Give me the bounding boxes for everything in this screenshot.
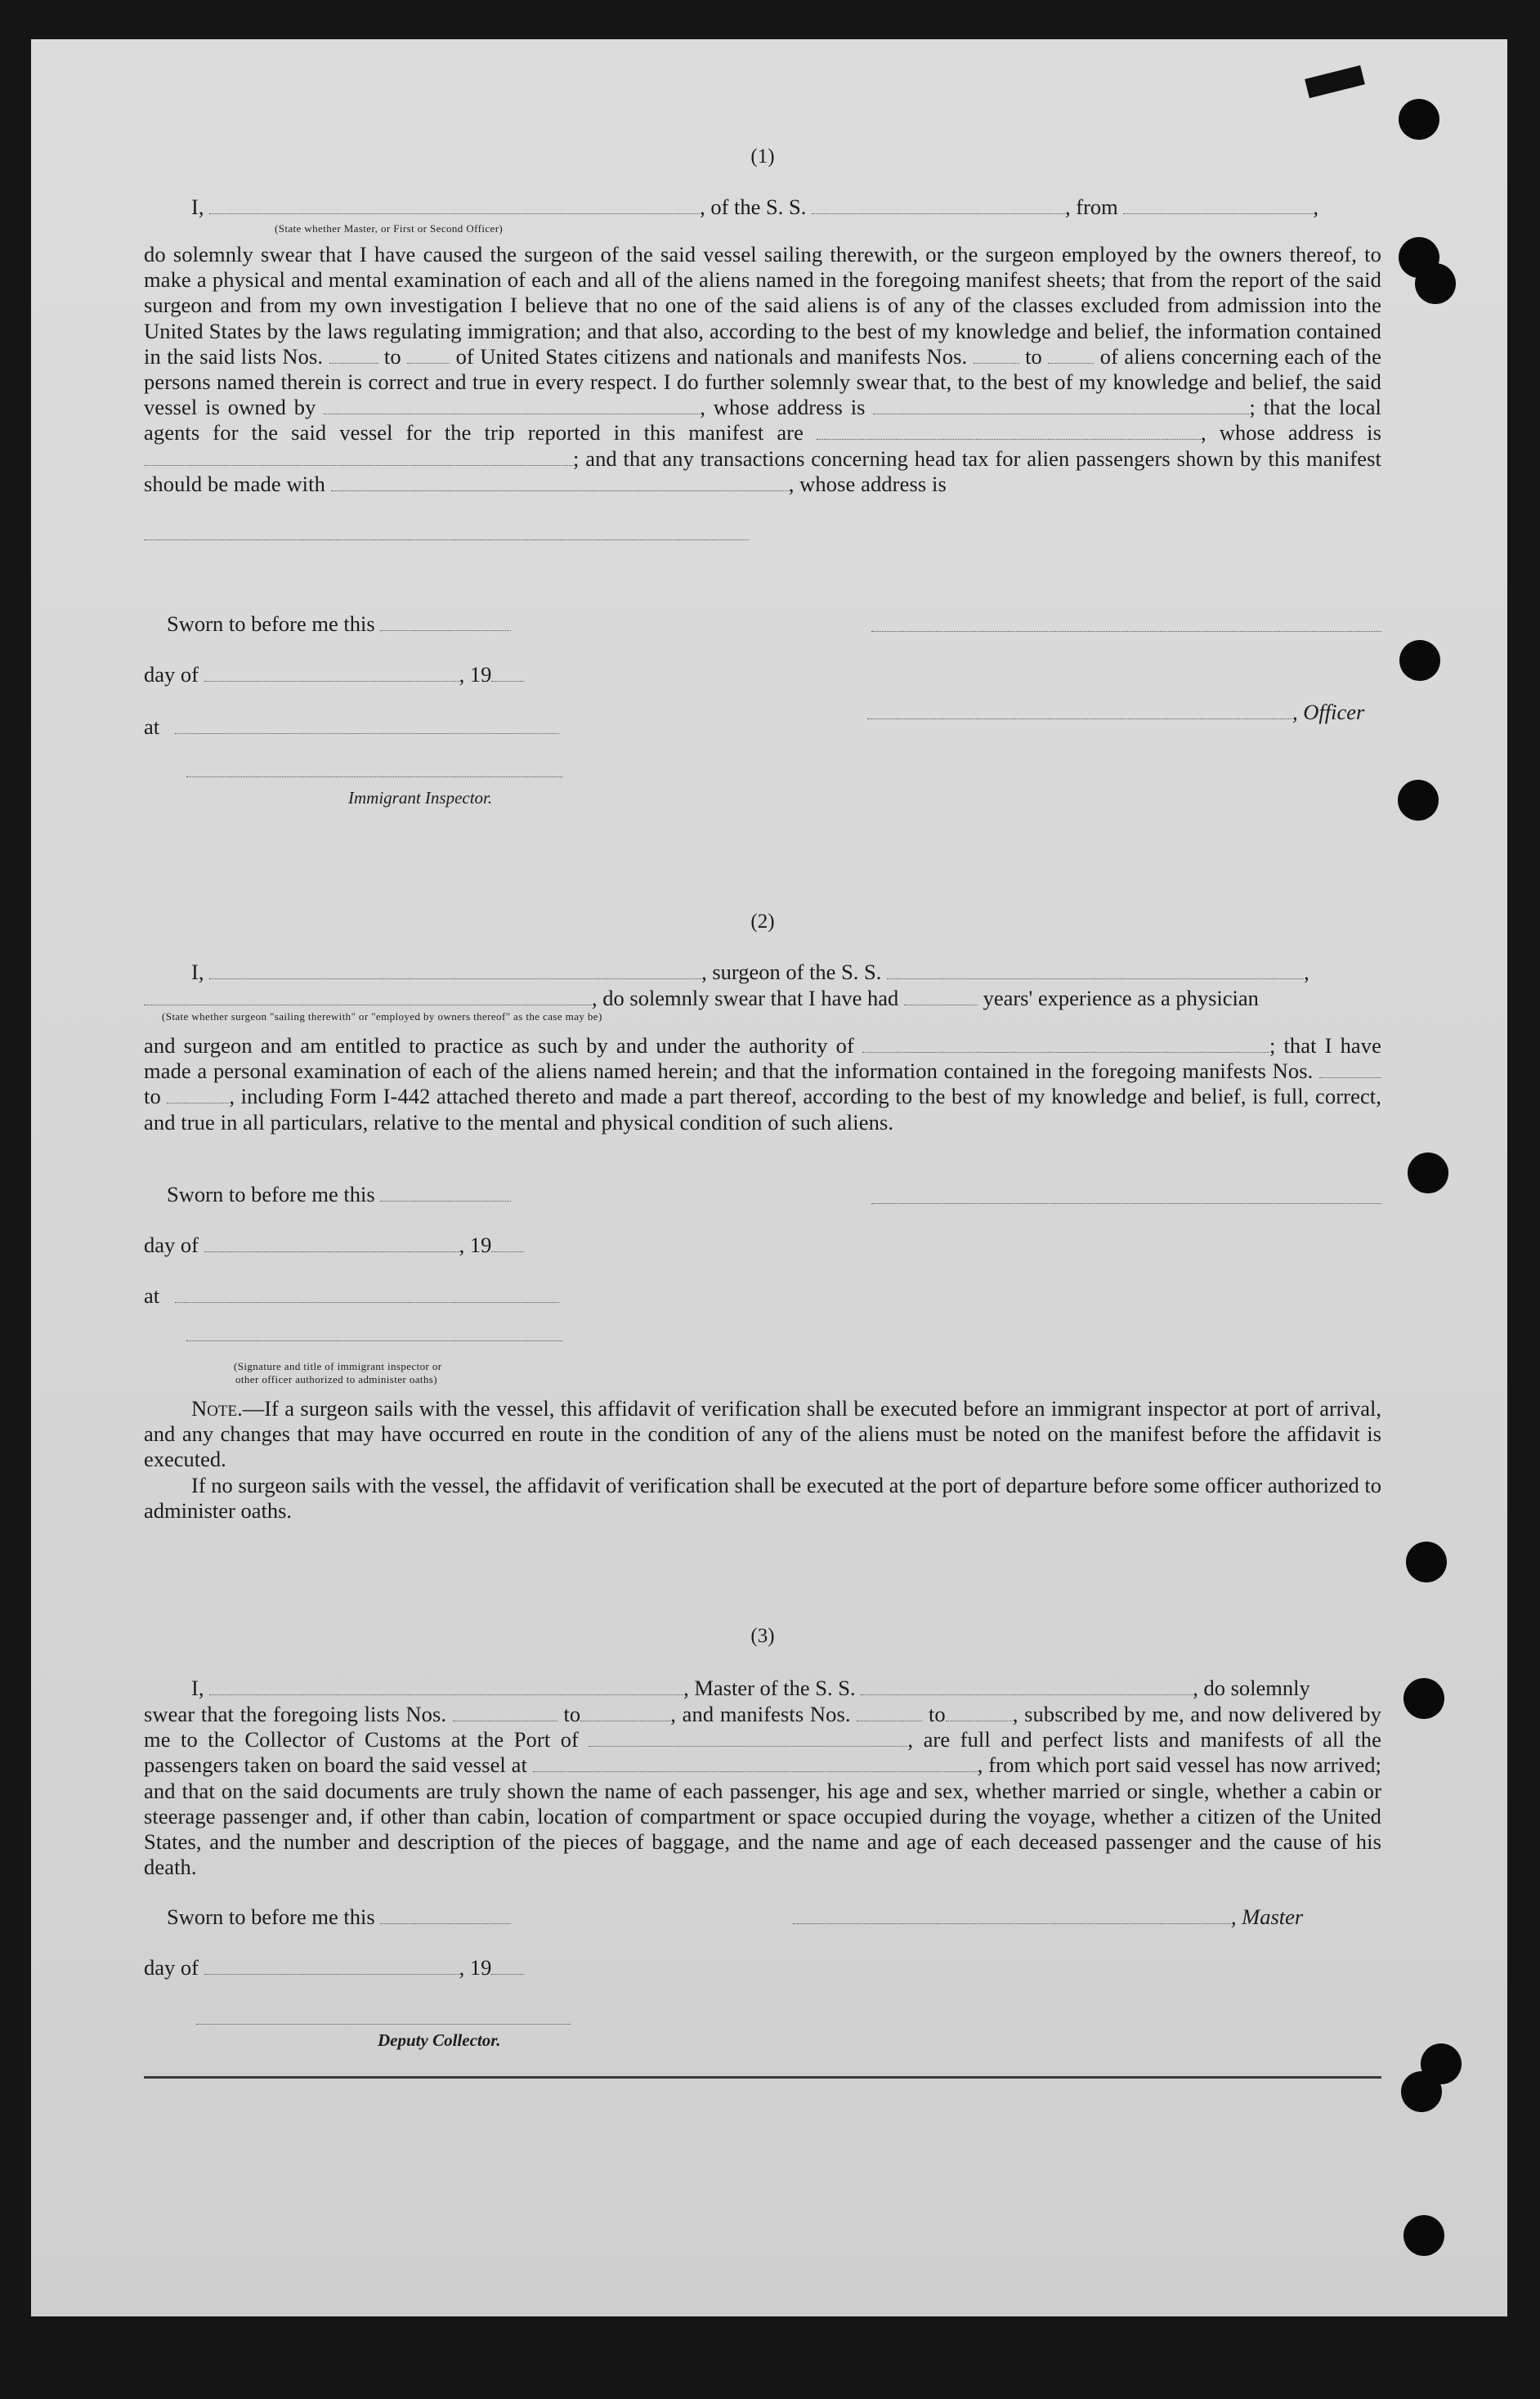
s1-at-blank[interactable] — [175, 717, 559, 734]
s1-from-end: , — [1313, 195, 1319, 219]
s2-manifest-to-blank[interactable] — [167, 1086, 229, 1103]
s2-note-1 — [144, 1396, 1381, 1473]
s1-comma: , — [1200, 420, 1206, 445]
s1-vessel-blank[interactable] — [812, 197, 1065, 214]
s3-i: I, — [191, 1676, 204, 1700]
s2-sworn-blank[interactable] — [380, 1184, 511, 1202]
s1-text-5b: ; and that any transactions concerning head tax for alien passengers shown by this manifest should be made with — [144, 445, 1381, 496]
section-3-number: (3) — [750, 1625, 775, 1647]
s2-capacity-blank[interactable] — [144, 988, 592, 1005]
s1-officer-blank[interactable] — [209, 197, 700, 214]
s3-manifest-to-blank[interactable] — [946, 1704, 1013, 1721]
s3-lists-from-blank[interactable] — [453, 1704, 557, 1721]
punch-hole — [1415, 263, 1456, 304]
s1-nineteen: , 19 — [459, 662, 492, 687]
s3-deputy-signature-blank[interactable] — [196, 2022, 571, 2025]
s1-caption: (State whether Master, or First or Second Officer) — [275, 222, 504, 235]
s1-sworn-blank[interactable] — [380, 614, 511, 631]
s2-years-text: years' experience as a physician — [983, 986, 1259, 1010]
s3-master-signature-blank[interactable] — [793, 1907, 1231, 1924]
s3-sworn-blank[interactable] — [380, 1907, 511, 1924]
s1-headtax-blank[interactable] — [331, 474, 789, 491]
s2-vessel-blank[interactable] — [887, 962, 1304, 979]
s2-day-row — [144, 1233, 1381, 1258]
s2-to: to — [144, 1084, 161, 1109]
s1-of-ss: , of the S. S. — [700, 195, 807, 219]
s3-to-2: to — [928, 1702, 946, 1726]
s1-text-4: that the local agents for the said vessel for the trip reported in this manifest are — [144, 395, 1382, 445]
s2-swear: , do solemnly swear that I have had — [592, 986, 899, 1010]
s2-at-blank[interactable] — [175, 1286, 559, 1303]
s1-from-blank[interactable] — [1123, 197, 1313, 214]
s1-at-row — [144, 714, 1381, 740]
s3-text-2: , and manifests Nos. — [670, 1702, 851, 1726]
s3-manifest-from-blank[interactable] — [857, 1704, 922, 1721]
s3-master-name-blank[interactable] — [209, 1678, 683, 1695]
s2-manifest-from-blank[interactable] — [1319, 1061, 1381, 1078]
s1-inspector-signature-blank[interactable] — [186, 775, 562, 777]
s2-note — [144, 1396, 1381, 1524]
s1-headtax-address-blank[interactable] — [144, 538, 749, 540]
s1-i: I, — [191, 195, 204, 219]
s2-surgeon-signature-blank[interactable] — [871, 1202, 1381, 1204]
s1-to-1: to — [383, 343, 401, 369]
s2-semi: ; — [1269, 1033, 1276, 1058]
s2-caption: (State whether surgeon "sailing therewith" or "employed by owners thereof" as the case may be) — [162, 1010, 602, 1023]
s1-sworn-row — [144, 611, 1381, 637]
s2-authority-blank[interactable] — [862, 1036, 1269, 1053]
s2-surgeon-of-ss: , surgeon of the S. S. — [701, 960, 882, 984]
s1-agents-address-blank[interactable] — [144, 449, 573, 466]
s1-lists-to-blank[interactable] — [407, 347, 450, 364]
paper-tab-mark — [1305, 65, 1365, 98]
s2-note-text-1: —If a surgeon sails with the vessel, this affidavit of verification shall be executed before an immigrant inspector at port of arrival, and any changes that may have occurred en route in the condition of any of the aliens must be noted on the manifest before the affidavit is executed. — [144, 1396, 1381, 1472]
s3-sworn-row — [144, 1904, 1381, 1930]
s3-vessel-blank[interactable] — [861, 1678, 1193, 1695]
s1-lists-from-blank[interactable] — [329, 347, 378, 364]
s3-sworn: Sworn to before me this — [167, 1904, 375, 1929]
s2-sworn: Sworn to before me this — [167, 1182, 375, 1206]
s1-text-2b: of aliens concerning each of the persons named therein is correct and true in every respect. I do further solemnly swear that, to the best of my knowledge and belief, the said vessel is owned by — [144, 343, 1381, 420]
s2-note-text-2: If no surgeon sails with the vessel, the affidavit of verification shall be executed at the port of departure before some officer authorized to administer oaths. — [144, 1472, 1381, 1523]
s1-semi: ; — [1249, 395, 1256, 420]
s3-year-blank[interactable] — [491, 1958, 524, 1975]
s2-nineteen: , 19 — [459, 1233, 492, 1257]
s2-at: at — [144, 1283, 160, 1308]
s1-year-blank[interactable] — [491, 665, 524, 682]
s3-to-1: to — [563, 1702, 581, 1726]
s2-line1-end: , — [1304, 960, 1309, 984]
s3-nineteen: , 19 — [459, 1955, 492, 1980]
s1-to-2: to — [1025, 343, 1042, 369]
punch-hole — [1403, 2215, 1444, 2256]
punch-hole — [1403, 1678, 1444, 1719]
s1-inspector-label: Immigrant Inspector. — [348, 788, 493, 808]
s3-text-5: , from which port said vessel has now arrived; and that on the said documents are truly shown the name of each passenger, his age and sex, whether married or single, whether a cabin or steerage passenger and, if other than cabin, location of compartment or space occupied during the voyage, whether a citizen of the United States, and the number and description of the pieces of baggage, and the name and age of each deceased passenger and the cause of his death. — [144, 1752, 1382, 1880]
s3-text-3: , subscribed by me, and now delivered by me to the Collector of Customs at the Port of — [144, 1702, 1381, 1752]
s2-day-of: day of — [144, 1233, 199, 1257]
punch-hole — [1406, 1542, 1447, 1582]
s3-text-4: , are full and perfect lists and manifests of all the passengers taken on board the said vessel at — [144, 1727, 1382, 1778]
s1-manifest-from-blank[interactable] — [974, 347, 1019, 364]
s3-day-of: day of — [144, 1955, 199, 1980]
s1-manifest-to-blank[interactable] — [1048, 347, 1094, 364]
s2-paragraph — [144, 1033, 1381, 1135]
s1-officer-signature-blank[interactable] — [871, 629, 1381, 632]
s1-owner-address-blank[interactable] — [873, 397, 1249, 414]
s3-port-blank[interactable] — [589, 1730, 907, 1747]
s2-day-blank[interactable] — [204, 1235, 459, 1252]
bottom-rule — [144, 2076, 1381, 2079]
s1-text-2a: of United States citizens and nationals and manifests Nos. — [455, 343, 968, 369]
s1-officer-label: , Officer — [1292, 700, 1365, 724]
s2-text-2: that I have made a personal examination of each of the aliens named herein; and that the information contained in the foregoing manifests Nos. — [144, 1033, 1382, 1084]
punch-hole — [1399, 99, 1439, 140]
s3-day-blank[interactable] — [204, 1958, 459, 1975]
section-2-number: (2) — [750, 911, 775, 933]
s3-line1 — [144, 1676, 1381, 1701]
s2-years-blank[interactable] — [904, 988, 978, 1005]
s3-embark-blank[interactable] — [533, 1755, 978, 1772]
s2-line1 — [144, 960, 1381, 985]
s1-text-5a: whose address is — [1219, 420, 1381, 445]
s2-line2 — [144, 986, 1381, 1011]
s2-surgeon-name-blank[interactable] — [209, 962, 701, 979]
s3-master-label: , Master — [1230, 1904, 1304, 1929]
s1-text-1: do solemnly swear that I have caused the surgeon of the said vessel sailing therewith, or the surgeon employed by the owners thereof, to make a physical and mental examination of each and all of the aliens named in the foregoing manifest sheets; that from the report of the said surgeon and from my own investigation I believe that no one of the said aliens is of any of the classes excluded from admission into the United States by the laws regulating immigration; and that also, according to the best of my knowledge and belief, the information contained in the said lists Nos. — [144, 242, 1381, 369]
s1-text-5c: , whose address is — [788, 471, 947, 496]
s2-i: I, — [191, 960, 204, 984]
s1-day-row — [144, 662, 1381, 687]
punch-hole — [1398, 780, 1439, 821]
s2-text-1: and surgeon and am entitled to practice as such by and under the authority of — [144, 1033, 854, 1058]
s3-deputy-label: Deputy Collector. — [378, 2030, 501, 2050]
s1-agents-blank[interactable] — [817, 423, 1201, 440]
s3-paragraph — [144, 1702, 1381, 1880]
s3-text-1: swear that the foregoing lists Nos. — [144, 1702, 447, 1726]
s1-day-blank[interactable] — [204, 665, 459, 682]
s1-text-3a: , whose address is — [700, 395, 866, 420]
s3-master-of-ss: , Master of the S. S. — [683, 1676, 856, 1700]
s1-from: , from — [1065, 195, 1118, 219]
s1-line1 — [144, 195, 1381, 220]
s2-text-3: , including Form I-442 attached thereto and made a part thereof, according to the best of my knowledge and belief, is full, correct, and true in all particulars, relative to the mental and physical condition of such aliens. — [144, 1084, 1381, 1135]
s1-paragraph — [144, 242, 1381, 497]
s1-owner-blank[interactable] — [324, 397, 700, 414]
s2-sig-caption-1: (Signature and title of immigrant inspector or — [234, 1360, 442, 1372]
s3-lists-to-blank[interactable] — [580, 1704, 670, 1721]
s2-at-row — [144, 1283, 1381, 1309]
punch-hole — [1399, 640, 1440, 681]
s2-year-blank[interactable] — [491, 1235, 524, 1252]
section-1-number: (1) — [750, 145, 775, 168]
s2-inspector-signature-blank[interactable] — [186, 1339, 562, 1341]
s1-day-of: day of — [144, 662, 199, 687]
s1-sworn: Sworn to before me this — [167, 611, 375, 636]
s3-day-row — [144, 1955, 1381, 1981]
s2-note-label: Note. — [191, 1396, 243, 1421]
punch-hole — [1408, 1153, 1448, 1193]
s3-solemnly: , do solemnly — [1193, 1676, 1310, 1700]
form-page — [31, 39, 1507, 2316]
s1-at: at — [144, 714, 160, 739]
punch-hole — [1401, 2071, 1442, 2112]
s2-sig-caption-2: other officer authorized to administer oaths) — [235, 1373, 437, 1385]
